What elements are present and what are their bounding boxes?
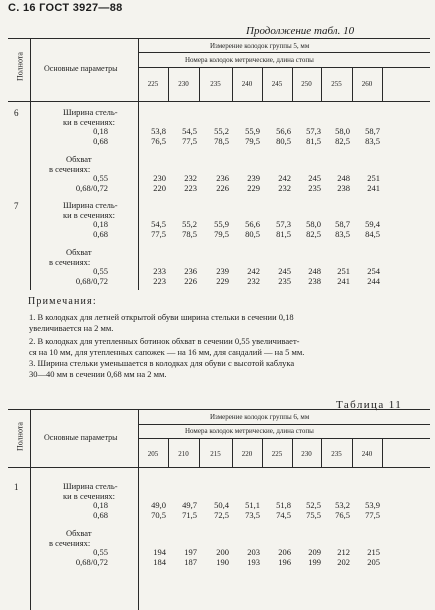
size-header-cell: 230: [178, 80, 189, 88]
table-cell: 236: [184, 266, 197, 276]
table-cell: 78,5: [214, 135, 229, 146]
table-cell: 75,5: [306, 509, 321, 520]
table-cell: 77,5: [182, 135, 197, 146]
table-cell: 199: [308, 556, 321, 567]
section-label: 0,18: [93, 219, 108, 229]
param-label: Ширина стель-: [63, 200, 118, 210]
table-cell: 241: [367, 182, 380, 193]
table-cell: 58,7: [365, 126, 380, 136]
section-label: 0,55: [93, 547, 108, 557]
table-cell: 82,5: [335, 135, 350, 146]
table-cell: 206: [278, 547, 291, 557]
note-line: увеличивается на 2 мм.: [29, 323, 114, 333]
table-cell: 58,7: [335, 219, 350, 229]
section-label: 0,68: [93, 509, 108, 520]
table-cell: 76,5: [335, 509, 350, 520]
table-cell: 81,5: [306, 135, 321, 146]
table-cell: 215: [367, 547, 380, 557]
size-header-cell: 235: [331, 450, 342, 458]
table-cell: 74,5: [276, 509, 291, 520]
param-label: Обхват: [66, 528, 92, 538]
table-cell: 203: [247, 547, 260, 557]
table-cell: 76,5: [151, 135, 166, 146]
param-label: ки в сечениях:: [63, 116, 116, 127]
row-number: 1: [14, 482, 19, 492]
table-cell: 52,5: [306, 500, 321, 510]
table-cell: 238: [337, 182, 350, 193]
table-cell: 83,5: [335, 228, 350, 239]
table-cell: 196: [278, 556, 291, 567]
table-cell: 244: [367, 275, 380, 286]
table-cell: 80,5: [245, 228, 260, 239]
table-cell: 245: [308, 173, 321, 183]
param-label: Обхват: [66, 154, 92, 164]
section-label: 0,55: [93, 266, 108, 276]
table-cell: 72,5: [214, 509, 229, 520]
table-cell: 78,5: [182, 228, 197, 239]
param-label: Ширина стель-: [63, 481, 118, 491]
table-cell: 230: [153, 173, 166, 183]
table-cell: 232: [247, 275, 260, 286]
table-cell: 54,5: [182, 126, 197, 136]
table-cell: 82,5: [306, 228, 321, 239]
table-cell: 73,5: [245, 509, 260, 520]
param-label: в сечениях:: [49, 537, 91, 548]
col-header-params: Основные параметры: [44, 64, 118, 73]
section-label: 0,68/0,72: [75, 275, 108, 286]
table-cell: 209: [308, 547, 321, 557]
table-cell: 56,6: [245, 219, 260, 229]
table-cell: 226: [184, 275, 197, 286]
table-cell: 54,5: [151, 219, 166, 229]
col-header-row-no: Полнота: [15, 422, 25, 451]
col-header-params: Основные параметры: [44, 433, 118, 442]
param-label: Ширина стель-: [63, 107, 118, 117]
row-number: 7: [14, 201, 19, 211]
sub-header: Номера колодок метрические, длина стопы: [185, 427, 314, 435]
table-cell: 51,1: [245, 500, 260, 510]
table-cell: 194: [153, 547, 166, 557]
size-header-cell: 250: [301, 80, 312, 88]
table-cell: 58,0: [306, 219, 321, 229]
row-number: 6: [14, 108, 19, 118]
table-cell: 251: [367, 173, 380, 183]
size-header-cell: 225: [271, 450, 283, 458]
table-cell: 232: [278, 182, 291, 193]
table-cell: 71,5: [182, 509, 197, 520]
table-cell: 187: [184, 556, 197, 567]
table-cell: 223: [153, 275, 166, 286]
table-cell: 59,4: [365, 219, 380, 229]
table-cell: 200: [216, 547, 229, 557]
table-cell: 53,9: [365, 500, 380, 510]
table-cell: 220: [153, 182, 166, 193]
table-cell: 226: [216, 182, 229, 193]
table-cell: 193: [247, 556, 260, 567]
size-header-cell: 230: [301, 450, 312, 458]
table-cell: 251: [337, 266, 350, 276]
table-cell: 212: [337, 547, 350, 557]
table-cell: 184: [153, 556, 166, 567]
section-label: 0,18: [93, 126, 108, 136]
table-cell: 254: [367, 266, 380, 276]
table-cell: 235: [278, 275, 291, 286]
size-header-cell: 255: [331, 80, 342, 88]
table-cell: 233: [153, 266, 166, 276]
table-cell: 239: [247, 173, 260, 183]
table-11-caption: Таблица 11: [336, 399, 403, 411]
param-label: в сечениях:: [49, 163, 91, 174]
size-header-cell: 240: [241, 80, 253, 88]
table-cell: 57,3: [276, 219, 291, 229]
size-header-cell: 235: [210, 80, 221, 88]
table-cell: 57,3: [306, 126, 321, 136]
table-cell: 55,2: [182, 219, 197, 229]
table-cell: 248: [308, 266, 321, 276]
section-label: 0,55: [93, 173, 108, 183]
note-line: 1. В колодках для летней открытой обуви ширина стельки в сечении 0,18: [29, 312, 294, 322]
table-cell: 242: [278, 173, 291, 183]
table-cell: 79,5: [245, 135, 260, 146]
param-label: ки в сечениях:: [63, 209, 116, 220]
size-header-cell: 220: [241, 450, 253, 458]
table-cell: 205: [367, 556, 380, 567]
table-cell: 56,6: [276, 126, 291, 136]
param-label: Обхват: [66, 247, 92, 257]
size-header-cell: 225: [147, 80, 159, 88]
group-header: Измерение колодок группы 5, мм: [210, 42, 310, 50]
section-label: 0,68: [93, 228, 108, 239]
size-header-cell: 260: [361, 80, 373, 88]
table-cell: 238: [308, 275, 321, 286]
table-cell: 55,9: [214, 219, 229, 229]
table-cell: 55,9: [245, 126, 260, 136]
table-cell: 236: [216, 173, 229, 183]
table-cell: 232: [184, 173, 197, 183]
table-cell: 49,0: [151, 500, 166, 510]
param-label: ки в сечениях:: [63, 490, 116, 501]
table-cell: 50,4: [214, 500, 229, 510]
group-header: Измерение колодок группы 6, мм: [210, 413, 310, 421]
notes-title: Примечания:: [28, 296, 97, 307]
note-line: 2. В колодках для утепленных ботинок обхват в сечении 0,55 увеличивает-: [29, 336, 300, 346]
size-header-cell: 240: [361, 450, 373, 458]
table-cell: 79,5: [214, 228, 229, 239]
table-cell: 235: [308, 182, 321, 193]
param-label: в сечениях:: [49, 256, 91, 267]
section-label: 0,68/0,72: [75, 182, 108, 193]
note-line: 30—40 мм в сечении 0,68 мм на 2 мм.: [29, 369, 167, 379]
note-line: 3. Ширина стельки уменьшается в колодках для обуви с высотой каблука: [29, 358, 295, 368]
table-cell: 202: [337, 556, 350, 567]
table-cell: 229: [247, 182, 260, 193]
section-label: 0,68: [93, 135, 108, 146]
table-cell: 84,5: [365, 228, 380, 239]
table-cell: 77,5: [365, 509, 380, 520]
table-cell: 77,5: [151, 228, 166, 239]
table-cell: 70,5: [151, 509, 166, 520]
table-cell: 242: [247, 266, 260, 276]
table-cell: 51,8: [276, 500, 291, 510]
size-header-cell: 215: [210, 450, 221, 458]
note-line: ся на 10 мм, для утепленных сапожек — на 16 мм, для сандалий — на 5 мм.: [29, 347, 305, 357]
size-header-cell: 210: [178, 450, 189, 458]
section-label: 0,18: [93, 500, 108, 510]
table-cell: 80,5: [276, 135, 291, 146]
size-header-cell: 205: [147, 450, 159, 458]
table-cell: 248: [337, 173, 350, 183]
table-cell: 190: [216, 556, 229, 567]
table-cell: 197: [184, 547, 197, 557]
section-label: 0,68/0,72: [75, 556, 108, 567]
continuation-label: Продолжение табл. 10: [246, 25, 355, 37]
page-header: С. 16 ГОСТ 3927—88: [8, 2, 123, 14]
size-header-cell: 245: [271, 80, 283, 88]
table-cell: 229: [216, 275, 229, 286]
table-cell: 241: [337, 275, 350, 286]
table-cell: 81,5: [276, 228, 291, 239]
table-cell: 245: [278, 266, 291, 276]
table-cell: 55,2: [214, 126, 229, 136]
table-cell: 53,8: [151, 126, 166, 136]
table-cell: 83,5: [365, 135, 380, 146]
sub-header: Номера колодок метрические, длина стопы: [185, 56, 314, 64]
table-cell: 53,2: [335, 500, 350, 510]
table-cell: 58,0: [335, 126, 350, 136]
table-cell: 223: [184, 182, 197, 193]
table-cell: 239: [216, 266, 229, 276]
table-cell: 49,7: [182, 500, 197, 510]
col-header-row-no: Полнота: [15, 52, 25, 81]
